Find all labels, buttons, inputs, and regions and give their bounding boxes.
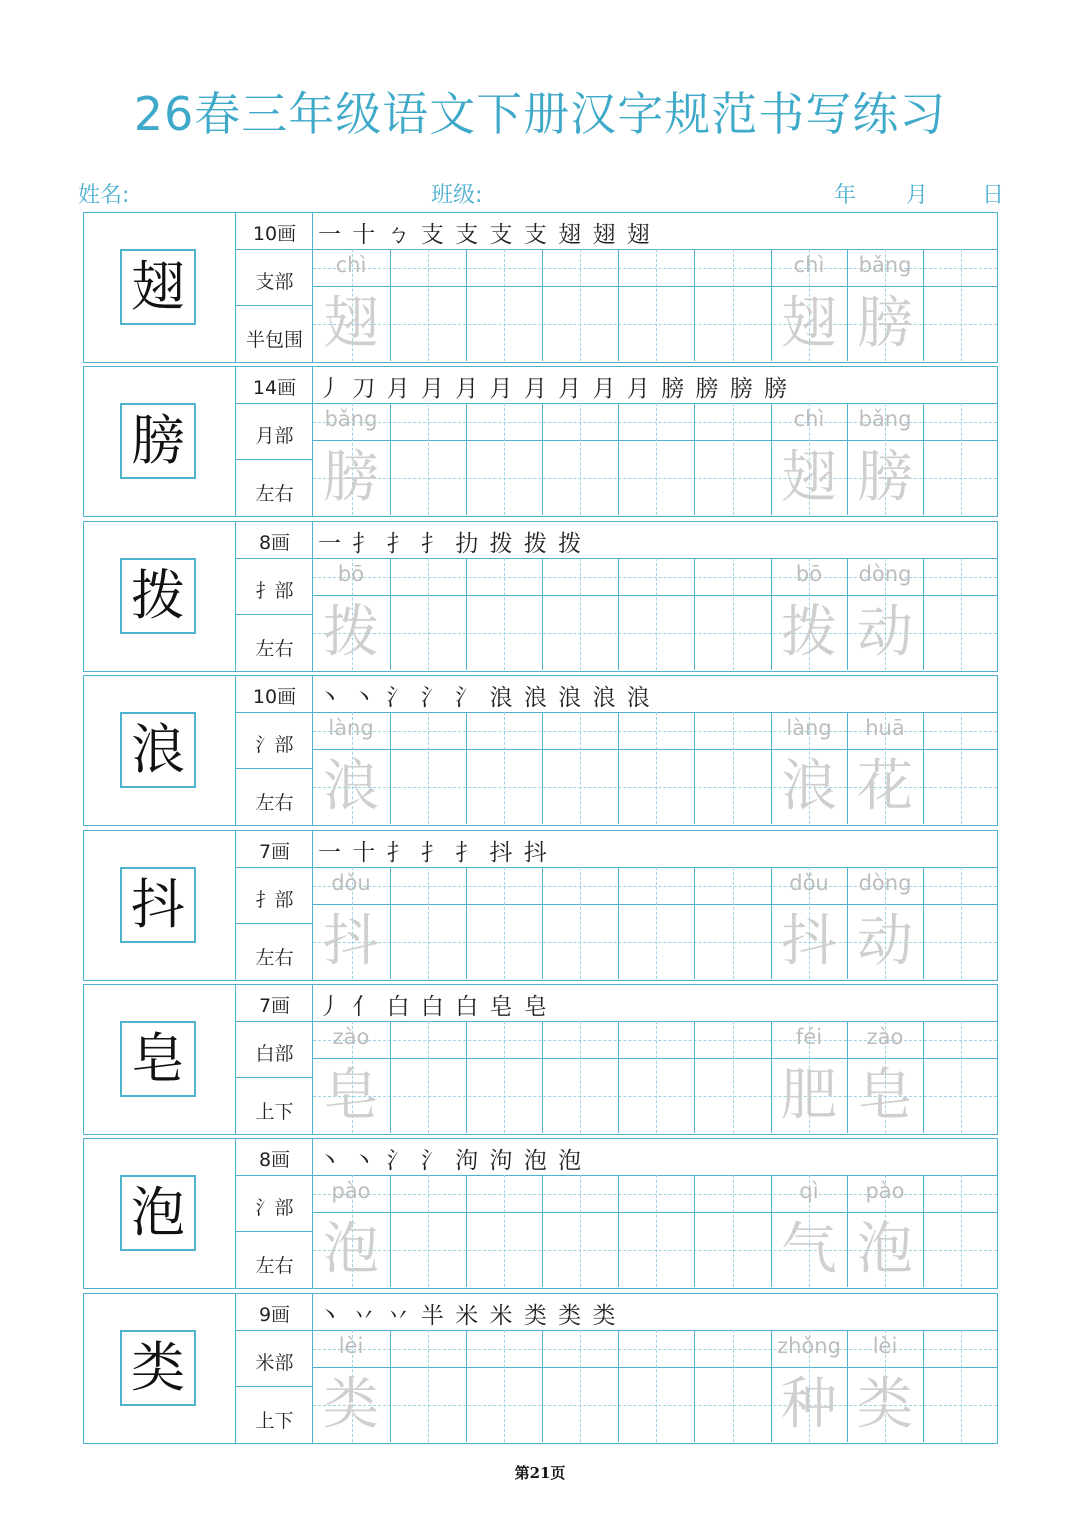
divider bbox=[236, 1077, 313, 1078]
guide-line bbox=[580, 403, 581, 515]
guide-line bbox=[961, 867, 962, 979]
stroke-count: 10画 bbox=[252, 223, 297, 245]
divider bbox=[236, 1175, 313, 1176]
divider bbox=[236, 923, 313, 924]
pinyin: qì bbox=[799, 1179, 819, 1204]
divider bbox=[236, 1021, 313, 1022]
divider bbox=[236, 1386, 313, 1387]
divider bbox=[542, 1330, 543, 1442]
pinyin: lèi bbox=[872, 1333, 898, 1358]
divider bbox=[923, 558, 924, 670]
divider bbox=[618, 712, 619, 824]
divider bbox=[313, 712, 997, 713]
guide-line bbox=[656, 558, 657, 670]
pinyin: zào bbox=[866, 1025, 904, 1049]
divider bbox=[694, 1330, 695, 1442]
divider bbox=[618, 1330, 619, 1442]
stroke-count: 7画 bbox=[258, 840, 291, 863]
pinyin: dǒu bbox=[331, 870, 371, 895]
divider bbox=[694, 1021, 695, 1133]
divider bbox=[466, 403, 467, 515]
big-char-cell bbox=[84, 1294, 236, 1443]
pinyin: bǎng bbox=[324, 407, 378, 432]
stroke-order: 丿 亻 白 白 白 皂 皂 bbox=[318, 994, 549, 1020]
char-info bbox=[236, 1294, 313, 1443]
divider bbox=[390, 1021, 391, 1133]
divider bbox=[923, 1330, 924, 1442]
big-char-cell bbox=[84, 1139, 236, 1288]
guide-line bbox=[580, 1021, 581, 1133]
divider bbox=[542, 558, 543, 670]
structure: 上下 bbox=[255, 1409, 294, 1432]
divider bbox=[390, 558, 391, 670]
guide-line bbox=[656, 1175, 657, 1287]
divider bbox=[618, 1175, 619, 1287]
radical: 月部 bbox=[255, 425, 294, 448]
month-label: 月 bbox=[906, 183, 929, 208]
page-title: 26春三年级语文下册汉字规范书写练习 bbox=[133, 87, 947, 141]
pinyin: dòng bbox=[858, 870, 912, 895]
stroke-count: 14画 bbox=[252, 377, 297, 400]
divider bbox=[236, 305, 313, 306]
stroke-order: 丿 刀 月 月 月 月 月 月 月 月 膀 膀 膀 膀 bbox=[318, 376, 790, 403]
divider bbox=[236, 1231, 313, 1232]
pinyin: bǎng bbox=[858, 253, 912, 277]
divider bbox=[236, 712, 313, 713]
pinyin: bō bbox=[337, 561, 365, 586]
divider bbox=[390, 249, 391, 361]
pinyin: zhǒng bbox=[777, 1333, 841, 1358]
divider bbox=[618, 867, 619, 979]
divider bbox=[694, 249, 695, 361]
divider bbox=[618, 249, 619, 361]
trace-character: 皂 bbox=[857, 1063, 913, 1128]
divider bbox=[236, 558, 313, 559]
guide-line bbox=[961, 403, 962, 515]
character-block bbox=[83, 521, 998, 672]
trace-character: 气 bbox=[781, 1217, 837, 1283]
big-char-cell bbox=[84, 213, 236, 362]
divider bbox=[618, 403, 619, 515]
trace-character: 拨 bbox=[323, 599, 379, 665]
trace-character: 动 bbox=[857, 599, 913, 665]
trace-character: 抖 bbox=[323, 908, 379, 974]
year-label: 年 bbox=[834, 183, 857, 208]
divider bbox=[923, 403, 924, 515]
divider bbox=[923, 867, 924, 979]
divider bbox=[542, 1175, 543, 1287]
divider bbox=[923, 712, 924, 824]
structure: 左右 bbox=[255, 792, 294, 815]
radical: 支部 bbox=[255, 271, 294, 293]
guide-line bbox=[656, 249, 657, 361]
trace-character: 膀 bbox=[857, 291, 913, 356]
guide-line bbox=[656, 1021, 657, 1133]
radical: 米部 bbox=[255, 1351, 294, 1374]
character-block bbox=[83, 366, 998, 517]
character-block bbox=[83, 984, 998, 1135]
guide-line bbox=[428, 1330, 429, 1442]
model-character: 类 bbox=[120, 1330, 196, 1406]
divider bbox=[542, 712, 543, 824]
radical: 扌部 bbox=[255, 579, 294, 602]
structure: 左右 bbox=[255, 946, 294, 969]
guide-line bbox=[961, 1330, 962, 1442]
divider bbox=[618, 558, 619, 670]
stroke-count: 10画 bbox=[252, 686, 297, 709]
divider bbox=[313, 1330, 997, 1331]
char-info bbox=[236, 367, 313, 516]
model-character: 抖 bbox=[120, 867, 196, 943]
trace-character: 动 bbox=[857, 908, 913, 974]
pinyin: pào bbox=[865, 1179, 905, 1204]
trace-character: 膀 bbox=[857, 445, 913, 511]
name-label: 姓名: bbox=[78, 183, 130, 208]
guide-line bbox=[580, 867, 581, 979]
structure: 左右 bbox=[255, 483, 294, 506]
divider bbox=[313, 1175, 997, 1176]
divider bbox=[923, 1175, 924, 1287]
trace-character: 翅 bbox=[781, 445, 837, 511]
guide-line bbox=[428, 1175, 429, 1287]
divider bbox=[313, 249, 997, 250]
trace-character: 类 bbox=[323, 1371, 379, 1437]
big-char-cell bbox=[84, 367, 236, 516]
trace-character: 种 bbox=[781, 1371, 837, 1437]
stroke-order: 一 十 扌 扌 扌 抖 抖 bbox=[318, 839, 549, 866]
divider bbox=[694, 712, 695, 824]
day-label: 日 bbox=[982, 183, 1005, 208]
divider bbox=[694, 403, 695, 515]
trace-character: 类 bbox=[857, 1371, 913, 1437]
pinyin: bǎng bbox=[858, 407, 912, 432]
divider bbox=[923, 249, 924, 361]
class-label: 班级: bbox=[431, 183, 483, 208]
divider bbox=[236, 1330, 313, 1331]
divider bbox=[466, 558, 467, 670]
pinyin: huā bbox=[865, 716, 905, 741]
trace-character: 花 bbox=[857, 754, 913, 820]
divider bbox=[390, 403, 391, 515]
model-character: 膀 bbox=[120, 403, 196, 479]
guide-line bbox=[428, 249, 429, 361]
page-number: 第21页 bbox=[514, 1464, 566, 1482]
divider bbox=[542, 1021, 543, 1133]
stroke-order: 丶 丶 氵 氵 泃 泃 泡 泡 bbox=[318, 1148, 584, 1175]
structure: 半包围 bbox=[245, 329, 303, 351]
char-info bbox=[236, 831, 313, 980]
guide-line bbox=[733, 558, 734, 670]
divider bbox=[313, 558, 997, 559]
divider bbox=[466, 712, 467, 824]
character-block bbox=[83, 675, 998, 826]
divider bbox=[390, 867, 391, 979]
guide-line bbox=[961, 249, 962, 361]
divider bbox=[694, 867, 695, 979]
divider bbox=[694, 1175, 695, 1287]
pinyin: pào bbox=[331, 1179, 371, 1204]
structure: 上下 bbox=[255, 1101, 294, 1123]
guide-line bbox=[580, 1330, 581, 1442]
guide-line bbox=[580, 712, 581, 824]
stroke-order: 一 扌 扌 扌 扐 拨 拨 拨 bbox=[318, 530, 584, 557]
stroke-count: 7画 bbox=[258, 995, 291, 1017]
guide-line bbox=[733, 1021, 734, 1133]
stroke-count: 9画 bbox=[258, 1303, 291, 1326]
pinyin: làng bbox=[786, 716, 832, 741]
character-block bbox=[83, 1293, 998, 1444]
stroke-order: 丶 丷 丷 半 米 米 类 类 类 bbox=[318, 1302, 618, 1329]
trace-character: 拨 bbox=[781, 599, 837, 665]
divider bbox=[390, 1175, 391, 1287]
guide-line bbox=[733, 249, 734, 361]
guide-line bbox=[504, 712, 505, 824]
pinyin: bō bbox=[795, 561, 823, 586]
model-character: 浪 bbox=[120, 712, 196, 788]
divider bbox=[313, 1021, 997, 1022]
trace-character: 浪 bbox=[323, 754, 379, 820]
stroke-order: 丶 丶 氵 氵 氵 浪 浪 浪 浪 浪 bbox=[318, 685, 652, 712]
guide-line bbox=[961, 1175, 962, 1287]
char-info bbox=[236, 522, 313, 671]
trace-character: 泡 bbox=[857, 1217, 913, 1283]
model-character: 泡 bbox=[120, 1175, 196, 1251]
guide-line bbox=[656, 712, 657, 824]
guide-line bbox=[961, 1021, 962, 1133]
pinyin: chì bbox=[793, 407, 825, 432]
radical: 白部 bbox=[255, 1043, 294, 1065]
divider bbox=[618, 1021, 619, 1133]
character-block bbox=[83, 212, 998, 363]
model-character: 翅 bbox=[120, 249, 196, 325]
guide-line bbox=[733, 1330, 734, 1442]
big-char-cell bbox=[84, 985, 236, 1134]
structure: 左右 bbox=[255, 637, 294, 660]
pinyin: lèi bbox=[338, 1333, 364, 1358]
guide-line bbox=[428, 867, 429, 979]
pinyin: làng bbox=[328, 716, 374, 741]
divider bbox=[923, 1021, 924, 1133]
char-info bbox=[236, 1139, 313, 1288]
stroke-count: 8画 bbox=[258, 1149, 291, 1172]
pinyin: dòng bbox=[858, 561, 912, 586]
divider bbox=[236, 867, 313, 868]
guide-line bbox=[504, 1330, 505, 1442]
guide-line bbox=[656, 403, 657, 515]
char-info bbox=[236, 676, 313, 825]
guide-line bbox=[428, 558, 429, 670]
divider bbox=[466, 1021, 467, 1133]
big-char-cell bbox=[84, 522, 236, 671]
character-block bbox=[83, 1138, 998, 1289]
guide-line bbox=[504, 867, 505, 979]
divider bbox=[236, 403, 313, 404]
character-block bbox=[83, 830, 998, 981]
guide-line bbox=[428, 403, 429, 515]
char-info bbox=[236, 985, 313, 1134]
guide-line bbox=[504, 403, 505, 515]
guide-line bbox=[961, 712, 962, 824]
guide-line bbox=[733, 712, 734, 824]
guide-line bbox=[580, 558, 581, 670]
trace-character: 肥 bbox=[781, 1063, 837, 1128]
stroke-order: 一 十 ㄅ 支 支 支 支 翅 翅 翅 bbox=[318, 222, 652, 248]
pinyin: féi bbox=[795, 1025, 823, 1049]
model-character: 拨 bbox=[120, 558, 196, 634]
divider bbox=[694, 558, 695, 670]
divider bbox=[236, 768, 313, 769]
trace-character: 抖 bbox=[781, 908, 837, 974]
model-character: 皂 bbox=[120, 1021, 196, 1097]
structure: 左右 bbox=[255, 1255, 294, 1278]
guide-line bbox=[961, 558, 962, 670]
trace-character: 翅 bbox=[323, 291, 379, 356]
pinyin: chì bbox=[335, 253, 367, 277]
pinyin: zào bbox=[332, 1025, 370, 1049]
divider bbox=[466, 249, 467, 361]
trace-character: 翅 bbox=[781, 291, 837, 356]
big-char-cell bbox=[84, 676, 236, 825]
char-info bbox=[236, 213, 313, 362]
guide-line bbox=[504, 558, 505, 670]
guide-line bbox=[733, 403, 734, 515]
divider bbox=[542, 867, 543, 979]
radical: 扌部 bbox=[255, 888, 294, 911]
trace-character: 浪 bbox=[781, 754, 837, 820]
guide-line bbox=[504, 1021, 505, 1133]
divider bbox=[390, 1330, 391, 1442]
radical: 氵部 bbox=[255, 1197, 294, 1220]
divider bbox=[542, 403, 543, 515]
guide-line bbox=[428, 1021, 429, 1133]
guide-line bbox=[656, 867, 657, 979]
guide-line bbox=[580, 249, 581, 361]
trace-character: 皂 bbox=[323, 1063, 379, 1128]
divider bbox=[466, 867, 467, 979]
radical: 氵部 bbox=[255, 734, 294, 757]
guide-line bbox=[504, 249, 505, 361]
guide-line bbox=[656, 1330, 657, 1442]
divider bbox=[313, 403, 997, 404]
trace-character: 膀 bbox=[323, 445, 379, 511]
pinyin: dǒu bbox=[789, 870, 829, 895]
divider bbox=[236, 249, 313, 250]
big-char-cell bbox=[84, 831, 236, 980]
divider bbox=[236, 614, 313, 615]
divider bbox=[390, 712, 391, 824]
stroke-count: 8画 bbox=[258, 531, 291, 554]
guide-line bbox=[733, 867, 734, 979]
pinyin: chì bbox=[793, 253, 825, 277]
divider bbox=[236, 459, 313, 460]
trace-character: 泡 bbox=[323, 1217, 379, 1283]
divider bbox=[466, 1330, 467, 1442]
divider bbox=[466, 1175, 467, 1287]
guide-line bbox=[428, 712, 429, 824]
guide-line bbox=[504, 1175, 505, 1287]
guide-line bbox=[580, 1175, 581, 1287]
guide-line bbox=[733, 1175, 734, 1287]
divider bbox=[313, 867, 997, 868]
divider bbox=[542, 249, 543, 361]
